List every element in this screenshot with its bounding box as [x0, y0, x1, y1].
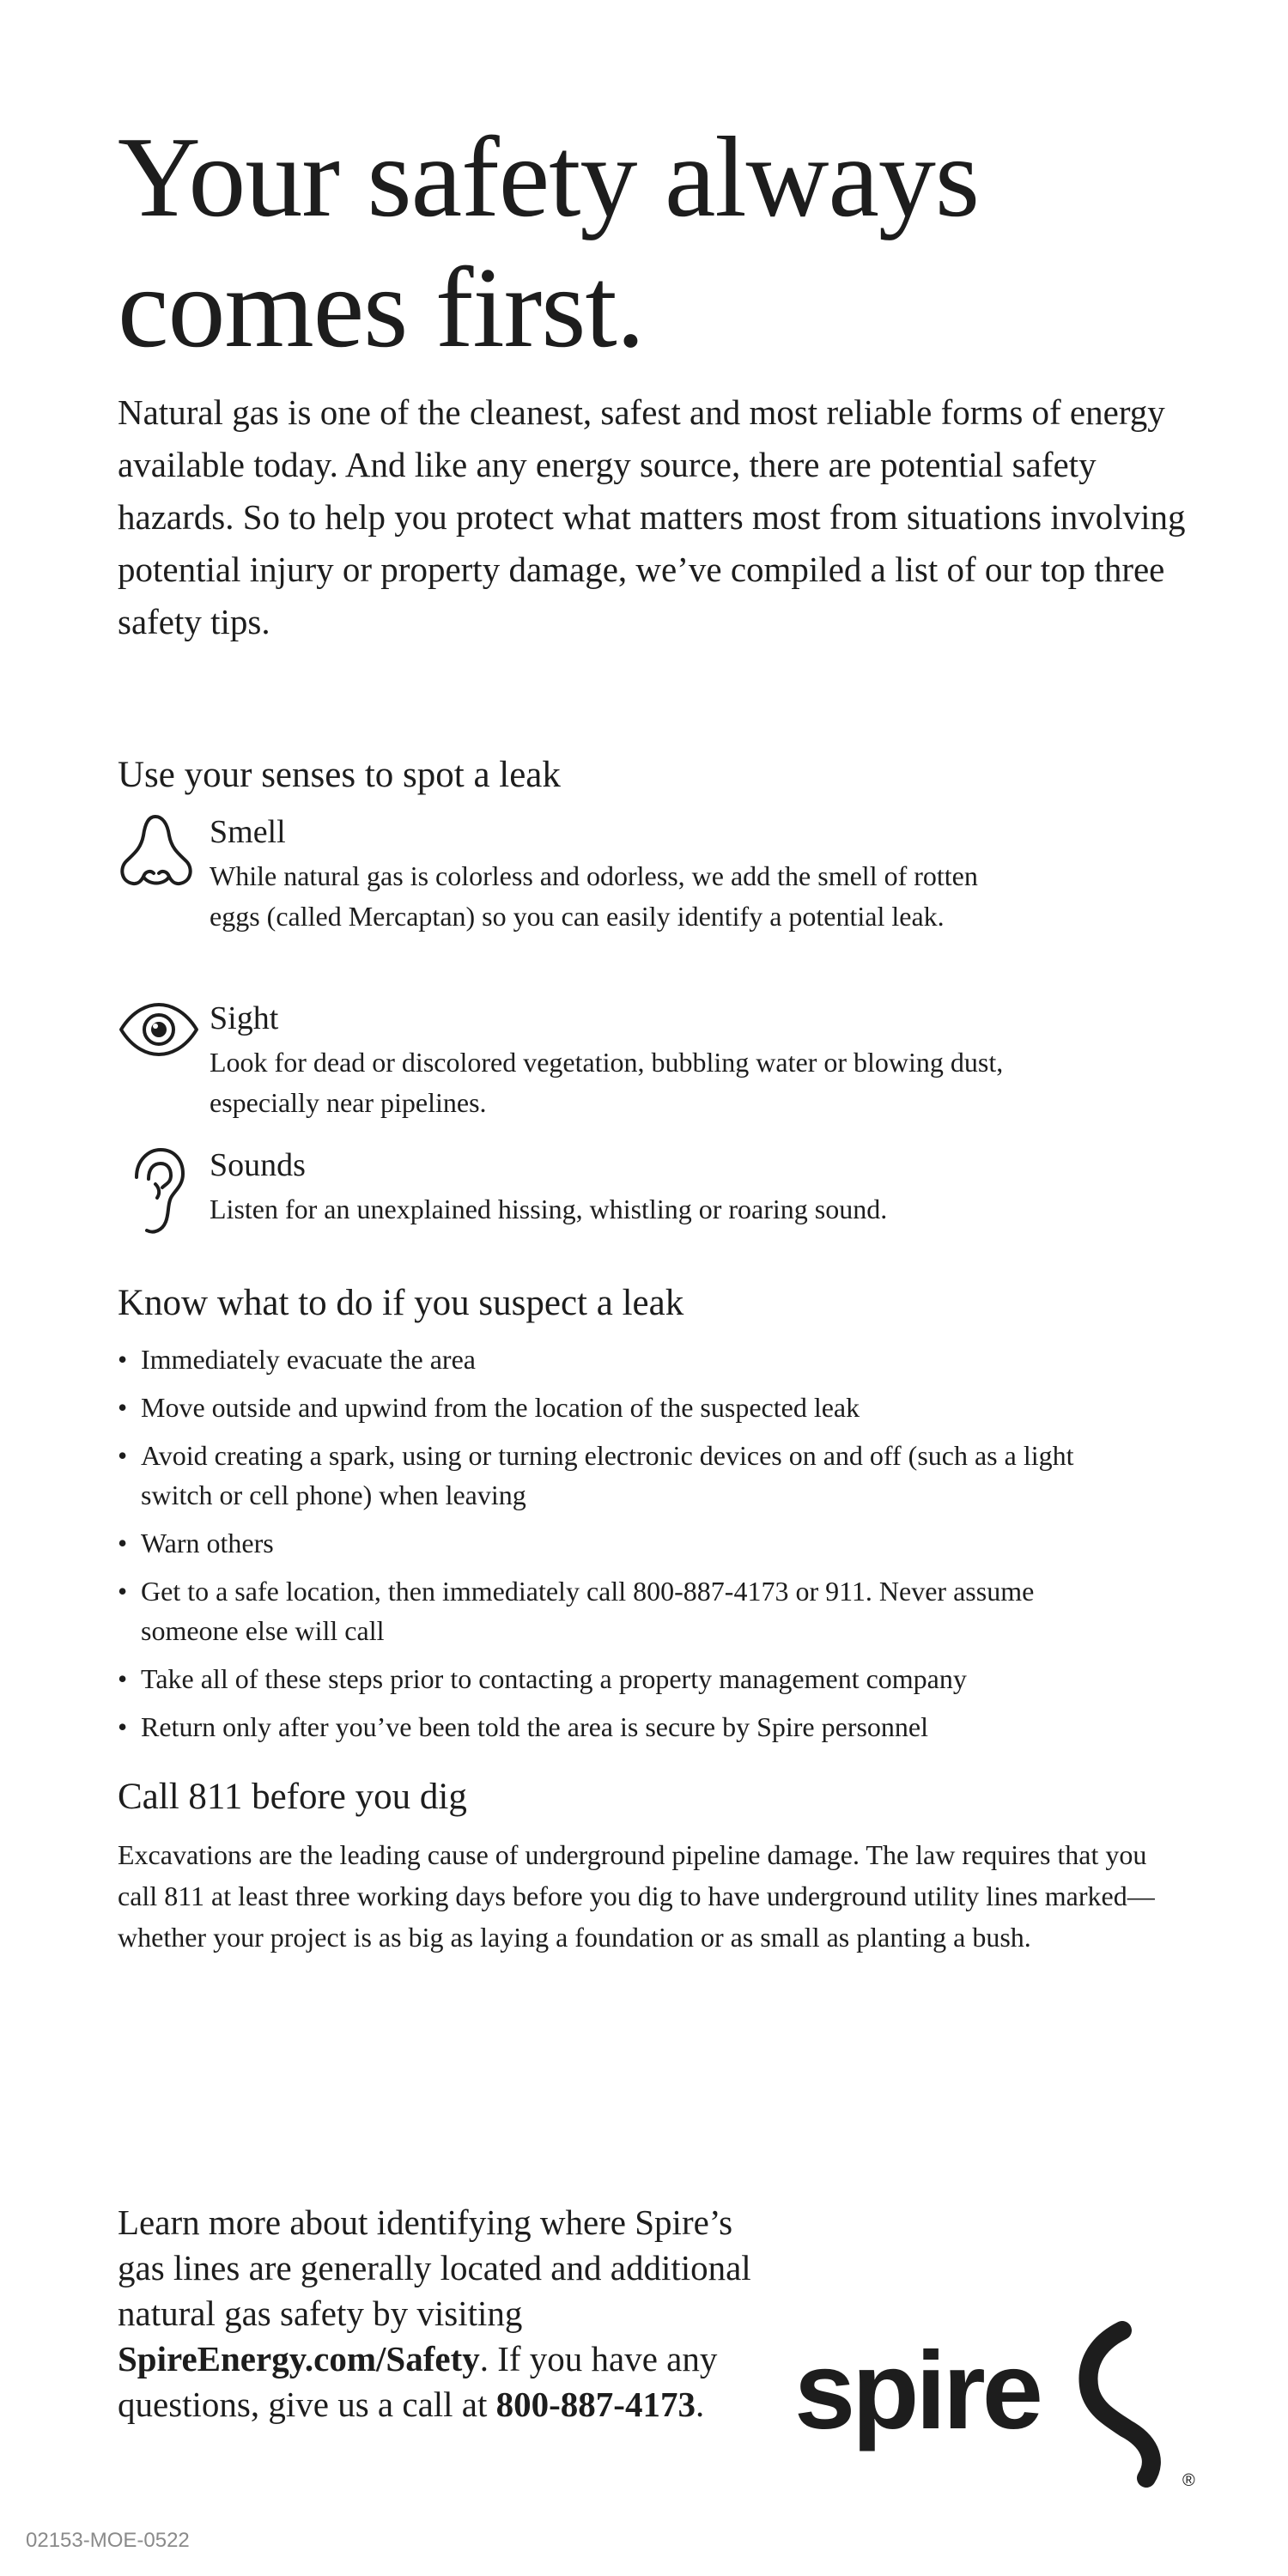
leak-steps-list — [118, 1340, 1217, 1755]
spire-mark-icon — [1069, 2318, 1181, 2494]
nose-icon — [118, 811, 195, 901]
sense-smell-label: Smell — [210, 814, 286, 850]
intro-paragraph: Natural gas is one of the cleanest, safest and most reliable forms of energy available today. And like any energy source, there are potential safety hazards. So to help you protect what matters most from situations involving potential injury or property damage, we’ve compiled a list of our top three safety tips. — [118, 392, 1186, 641]
list-item: • Avoid creating a spark, using or turning electronic devices on and off (such as a light switch or cell phone) when leaving — [118, 1440, 1074, 1510]
list-item-text: Get to a safe location, then immediately call 800-887-4173 or 911. Never assume someone else will call — [141, 1576, 1035, 1646]
list-item-text: Warn others — [141, 1528, 274, 1558]
phone-number: 800-887-4173 — [495, 2385, 696, 2424]
learn-text-1: Learn more about identifying where Spire’s gas lines are generally located and additional natural gas safety by visiting — [118, 2202, 751, 2333]
learn-text-3: . — [695, 2385, 705, 2424]
list-item-text: Immediately evacuate the area — [141, 1344, 476, 1375]
list-item-text: Return only after you’ve been told the area is secure by Spire personnel — [141, 1711, 929, 1742]
sense-smell-desc: While natural gas is colorless and odorless, we add the smell of rotten eggs (called Mercaptan) so you can easily identify a potential leak. — [210, 860, 978, 932]
list-item: • Return only after you’ve been told the area is secure by Spire personnel — [118, 1711, 929, 1742]
sense-sounds-label: Sounds — [210, 1147, 306, 1183]
list-item: • Get to a safe location, then immediately call 800-887-4173 or 911. Never assume someone else will call — [118, 1576, 1035, 1646]
senses-section-title: Use your senses to spot a leak — [118, 755, 561, 795]
list-item-text: Move outside and upwind from the location of the suspected leak — [141, 1392, 860, 1423]
headline-line-2: comes first. — [118, 244, 645, 371]
leak-section-title: Know what to do if you suspect a leak — [118, 1283, 684, 1323]
ear-icon — [126, 1145, 186, 1242]
headline — [118, 112, 1191, 373]
document-code: 02153-MOE-0522 — [26, 2529, 190, 2552]
sense-sight-label: Sight — [210, 1000, 279, 1036]
dig-paragraph: Excavations are the leading cause of underground pipeline damage. The law requires that you call 811 at least three working days before you dig to have underground utility lines marked—whether your project is as big as laying a foundation or as small as planting a bush. — [118, 1839, 1155, 1953]
sense-sounds-desc: Listen for an unexplained hissing, whistling or roaring sound. — [210, 1194, 888, 1224]
learn-more-paragraph — [118, 2200, 770, 2427]
learn-text-2: . If you have any questions, give us a call at — [118, 2339, 718, 2424]
logo-wordmark: spire — [794, 2330, 1040, 2452]
list-item: • Warn others — [118, 1528, 274, 1558]
registered-mark: ® — [1182, 2471, 1195, 2490]
sense-sight-desc: Look for dead or discolored vegetation, bubbling water or blowing dust, especially near pipelines. — [210, 1047, 1004, 1118]
list-item: • Immediately evacuate the area — [118, 1344, 476, 1375]
headline-line-1: Your safety always — [118, 113, 980, 240]
list-item-text: Avoid creating a spark, using or turning electronic devices on and off (such as a light switch or cell phone) when leaving — [141, 1440, 1074, 1510]
safety-url: SpireEnergy.com/Safety — [118, 2339, 480, 2379]
list-item: • Move outside and upwind from the location of the suspected leak — [118, 1392, 860, 1423]
list-item: • Take all of these steps prior to contacting a property management company — [118, 1663, 967, 1694]
list-item-text: Take all of these steps prior to contacting a property management company — [141, 1663, 967, 1694]
eye-icon — [118, 999, 200, 1063]
dig-section-title: Call 811 before you dig — [118, 1777, 467, 1817]
